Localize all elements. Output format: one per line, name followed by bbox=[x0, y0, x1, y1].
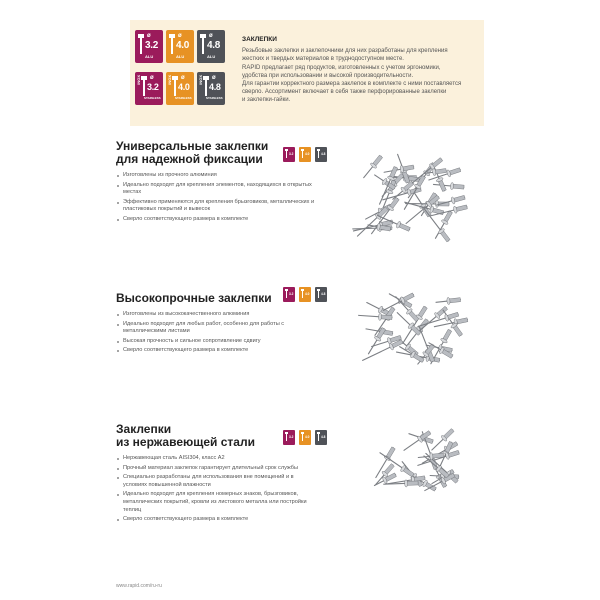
diameter-symbol: ø bbox=[150, 75, 154, 81]
feature-list bbox=[116, 311, 316, 355]
tile-label: ALU bbox=[207, 54, 216, 59]
diameter-symbol: ø bbox=[181, 75, 185, 81]
section-title-line: Высокопрочные заклепки bbox=[116, 291, 272, 305]
list-item: Идеально подходят для крепления элементов, находящихся в открытых местах bbox=[116, 182, 316, 197]
list-item: Идеально подходят для крепления номерных знаков, брызговиков, металлических покрытий, кровли из листового металла или постройки теплиц bbox=[116, 491, 316, 514]
rivet-shape bbox=[436, 296, 461, 306]
intro-line: RAPID предлагает ряд продуктов, изготовленных с учетом эргономики, bbox=[242, 64, 441, 71]
list-item: Изготовлены из прочного алюминия bbox=[116, 172, 316, 180]
mini-size-icon bbox=[299, 147, 311, 162]
list-item: Эффективно применяются для крепления брызговиков, металлических и пластиковых покрытий и вывесок bbox=[116, 199, 316, 214]
rivet-size-tile bbox=[197, 30, 225, 63]
rivet-icon bbox=[169, 34, 175, 58]
tile-material: INOX bbox=[198, 75, 203, 85]
intro-line: сверло. Ассортимент включает в себя также перфорированные заклепки bbox=[242, 89, 447, 96]
section-title-line: Универсальные заклепки bbox=[116, 139, 269, 153]
tile-size: 4.8 bbox=[207, 40, 221, 51]
tile-label: ALU bbox=[176, 54, 185, 59]
intro-line: Резьбовые заклепки и заклепочники для них разработаны для крепления bbox=[242, 48, 448, 55]
mini-size-icon bbox=[299, 287, 311, 302]
rivet-shape bbox=[433, 181, 464, 191]
diameter-symbol: ø bbox=[209, 33, 213, 39]
list-item: Сверло соответствующего размера в комплекте bbox=[116, 516, 316, 524]
tile-size: 4.0 bbox=[176, 40, 190, 51]
mini-size-label: 4.0 bbox=[305, 435, 310, 439]
intro-line: жестких и твердых материалов в труднодоступном месте. bbox=[242, 56, 404, 63]
rivet-shape bbox=[417, 449, 460, 469]
rivets-photo bbox=[366, 424, 464, 496]
intro-text bbox=[242, 36, 482, 105]
intro-line: Для гарантии корректного размера заклепок в комплекте с ними поставляется bbox=[242, 81, 462, 88]
section-title-line: Заклепки bbox=[116, 422, 172, 436]
mini-size-icon bbox=[283, 430, 295, 445]
diameter-symbol: ø bbox=[147, 33, 151, 39]
footer-url: www.rapid.com/ru-ru bbox=[116, 583, 162, 589]
mini-size-label: 4.0 bbox=[305, 152, 310, 156]
rivets-photo bbox=[358, 287, 470, 369]
tile-label: STAINLESS bbox=[144, 96, 161, 100]
mini-size-icon bbox=[315, 147, 327, 162]
list-item: Сверло соответствующего размера в комплекте bbox=[116, 347, 316, 355]
mini-size-label: 4.8 bbox=[321, 435, 326, 439]
diameter-symbol: ø bbox=[212, 75, 216, 81]
rivet-size-tile bbox=[166, 30, 194, 63]
tile-label: STAINLESS bbox=[206, 96, 223, 100]
tile-material: INOX bbox=[167, 75, 172, 85]
mini-size-label: 3.2 bbox=[289, 435, 294, 439]
mini-size-icon bbox=[283, 147, 295, 162]
rivet-shape bbox=[361, 154, 384, 180]
mini-size-label: 4.8 bbox=[321, 152, 326, 156]
list-item: Высокая прочность и сильное сопротивление сдвигу bbox=[116, 338, 316, 346]
tile-material: INOX bbox=[136, 75, 141, 85]
list-item: Специально разработаны для использования вне помещений и в условиях повышенной влажности bbox=[116, 474, 316, 489]
rivet-shape bbox=[398, 344, 425, 364]
list-item: Изготовлены из высококачественного алюминия bbox=[116, 311, 316, 319]
mini-size-icon bbox=[299, 430, 311, 445]
rivet-icon bbox=[138, 34, 144, 58]
diameter-symbol: ø bbox=[178, 33, 182, 39]
mini-size-icon bbox=[283, 287, 295, 302]
intro-title: ЗАКЛЕПКИ bbox=[242, 36, 277, 43]
intro-line: удобства при использовании и высокой производительности. bbox=[242, 72, 414, 79]
tile-size: 3.2 bbox=[147, 82, 159, 92]
mini-size-icon bbox=[315, 287, 327, 302]
list-item: Сверло соответствующего размера в комплекте bbox=[116, 216, 316, 224]
list-item: Прочный материал заклепок гарантирует длительный срок службы bbox=[116, 465, 316, 473]
rivet-shape bbox=[383, 163, 414, 175]
tile-label: ALU bbox=[145, 54, 154, 59]
tile-size: 4.8 bbox=[209, 82, 221, 92]
rivet-size-tile bbox=[197, 72, 225, 105]
list-item: Идеально подходят для любых работ, особенно для работы с металлическими листами bbox=[116, 321, 316, 336]
mini-size-label: 4.0 bbox=[305, 292, 310, 296]
section-title-line: для надежной фиксации bbox=[116, 152, 263, 166]
feature-list bbox=[116, 172, 316, 224]
mini-size-label: 3.2 bbox=[289, 292, 294, 296]
rivet-size-tile bbox=[135, 30, 163, 63]
tile-size: 3.2 bbox=[145, 40, 159, 51]
rivets-photo bbox=[352, 152, 470, 244]
rivet-icon bbox=[200, 34, 206, 58]
mini-size-label: 4.8 bbox=[321, 292, 326, 296]
rivet-shape bbox=[415, 343, 436, 367]
section-title-line: из нержавеющей стали bbox=[116, 435, 255, 449]
list-item: Нержавеющая сталь AISI304, класс A2 bbox=[116, 455, 316, 463]
rivet-size-tile bbox=[135, 72, 163, 105]
rivet-size-tile bbox=[166, 72, 194, 105]
rivet-shape bbox=[361, 338, 404, 363]
tile-size: 4.0 bbox=[178, 82, 190, 92]
feature-list bbox=[116, 455, 316, 524]
mini-size-label: 3.2 bbox=[289, 152, 294, 156]
mini-size-icon bbox=[315, 430, 327, 445]
tile-label: STAINLESS bbox=[175, 96, 192, 100]
intro-line: и заклепки-гайки. bbox=[242, 97, 291, 104]
